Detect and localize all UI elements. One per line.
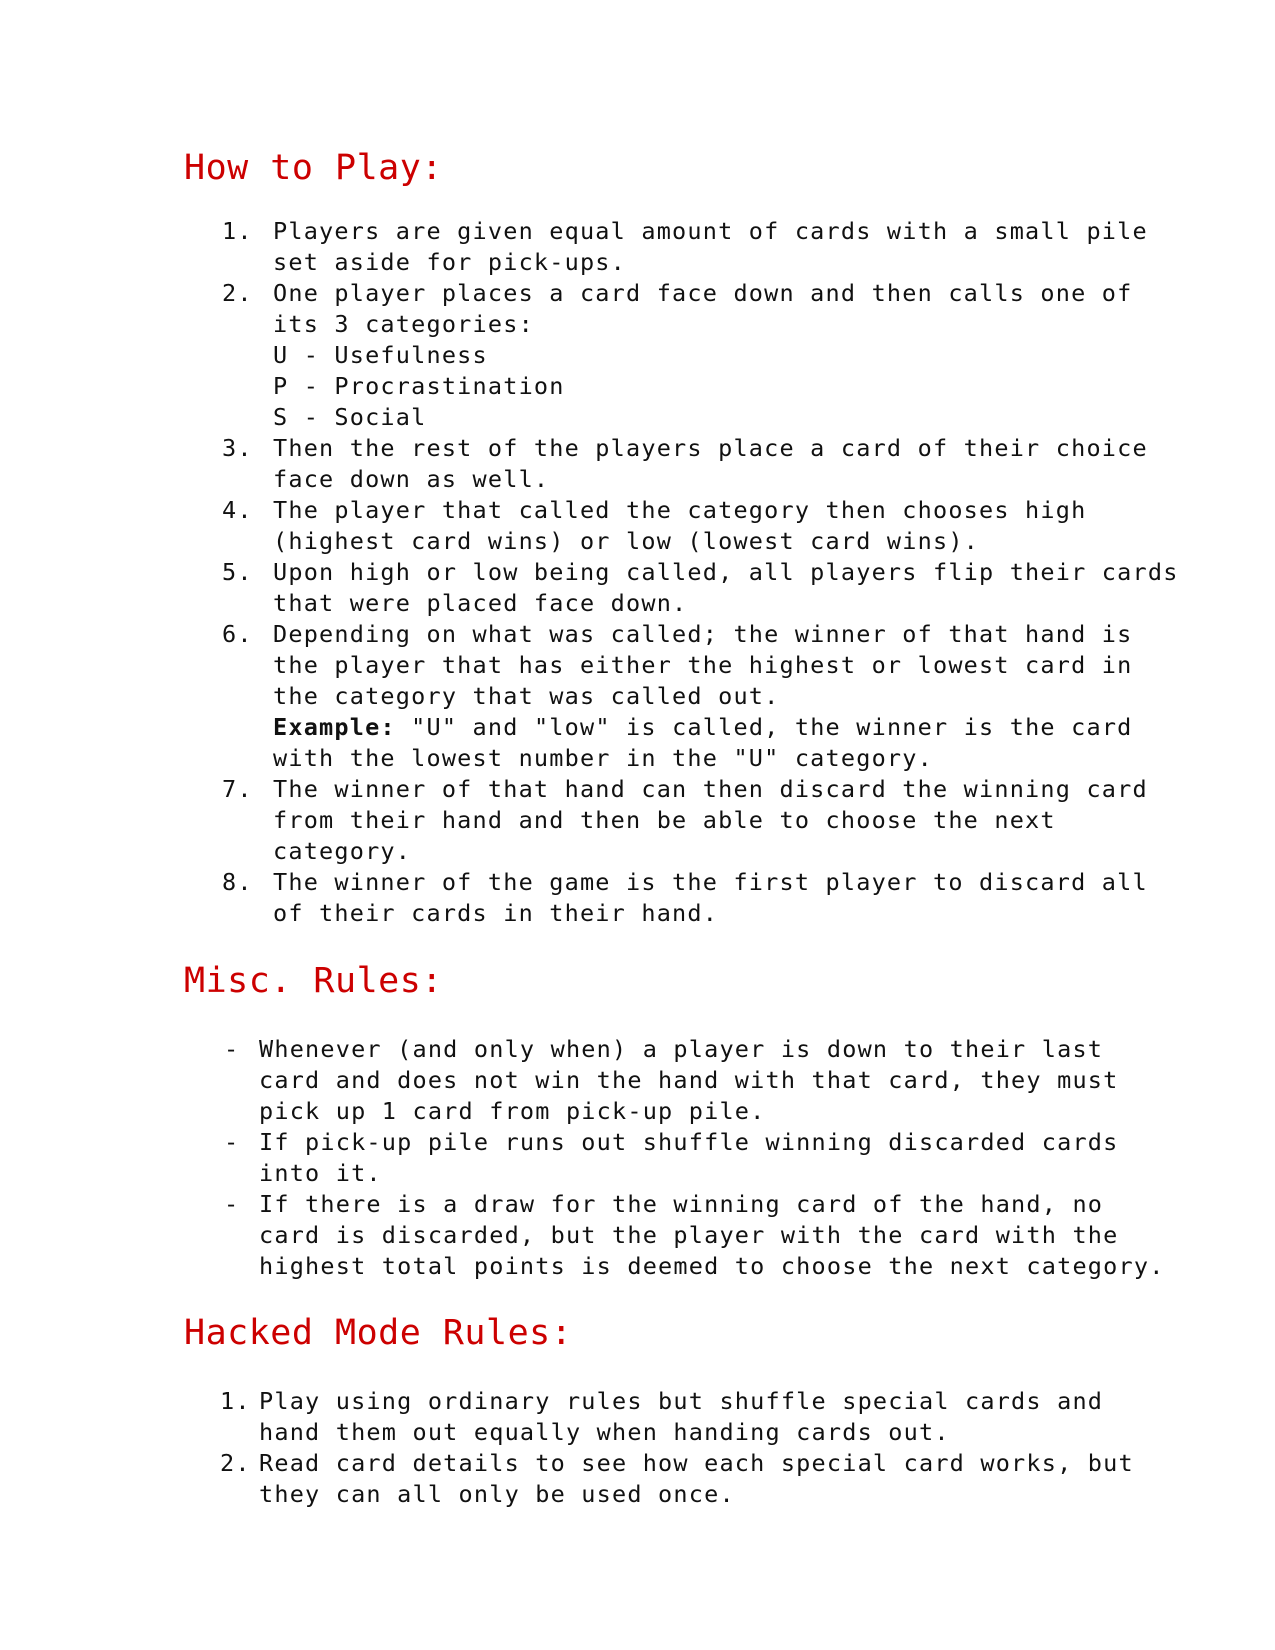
item-number: 5. bbox=[222, 558, 253, 586]
list-item bbox=[222, 557, 1179, 619]
item-text: card is discarded, but the player with the card with the bbox=[259, 1221, 1119, 1249]
item-text: (highest card wins) or low (lowest card wins). bbox=[273, 527, 980, 555]
item-text: If there is a draw for the winning card of the hand, no bbox=[259, 1190, 1104, 1218]
misc-rules-list bbox=[184, 1034, 1165, 1282]
example-text: with the lowest number in the "U" category. bbox=[273, 744, 933, 772]
item-text: Play using ordinary rules but shuffle special cards and bbox=[259, 1387, 1104, 1415]
item-text: its 3 categories: bbox=[273, 310, 534, 338]
item-text: highest total points is deemed to choose the next category. bbox=[259, 1252, 1165, 1280]
list-item bbox=[222, 278, 1133, 433]
how-to-play-heading: How to Play: bbox=[184, 148, 443, 188]
item-text: face down as well. bbox=[273, 465, 550, 493]
item-number: 2. bbox=[220, 1449, 251, 1477]
item-number: 6. bbox=[222, 620, 253, 648]
item-text: pick up 1 card from pick-up pile. bbox=[259, 1097, 766, 1125]
list-item bbox=[224, 1127, 1119, 1189]
item-text: they can all only be used once. bbox=[259, 1480, 735, 1508]
item-text: category. bbox=[273, 837, 412, 865]
item-text: hand them out equally when handing cards out. bbox=[259, 1418, 950, 1446]
item-number: 8. bbox=[222, 868, 253, 896]
item-number: 1. bbox=[222, 217, 253, 245]
bullet: - bbox=[224, 1035, 240, 1063]
item-number: 7. bbox=[222, 775, 253, 803]
item-text: set aside for pick-ups. bbox=[273, 248, 627, 276]
example-line bbox=[273, 712, 1133, 743]
hacked-mode-heading: Hacked Mode Rules: bbox=[184, 1313, 573, 1353]
list-item bbox=[222, 433, 1148, 495]
item-text: Depending on what was called; the winner of that hand is bbox=[273, 620, 1133, 648]
how-to-play-list bbox=[184, 216, 1179, 929]
item-text: the player that has either the highest or lowest card in bbox=[273, 651, 1133, 679]
list-item bbox=[222, 216, 1148, 278]
category-social: S - Social bbox=[273, 403, 427, 431]
item-number: 1. bbox=[220, 1387, 251, 1415]
item-text: of their cards in their hand. bbox=[273, 899, 719, 927]
item-text: The player that called the category then chooses high bbox=[273, 496, 1087, 524]
list-item bbox=[224, 1189, 1165, 1282]
item-number: 3. bbox=[222, 434, 253, 462]
item-number: 4. bbox=[222, 496, 253, 524]
misc-rules-heading: Misc. Rules: bbox=[184, 961, 443, 1001]
list-item bbox=[222, 495, 1104, 557]
list-item bbox=[222, 774, 1148, 867]
list-item bbox=[222, 867, 1148, 929]
list-item bbox=[222, 619, 1133, 774]
item-text: Upon high or low being called, all players flip their cards bbox=[273, 558, 1179, 586]
item-text: One player places a card face down and then calls one of bbox=[273, 279, 1133, 307]
category-usefulness: U - Usefulness bbox=[273, 341, 488, 369]
item-text: from their hand and then be able to choose the next bbox=[273, 806, 1056, 834]
item-text: the category that was called out. bbox=[273, 682, 780, 710]
list-item bbox=[224, 1034, 1119, 1127]
item-text: The winner of the game is the first player to discard all bbox=[273, 868, 1148, 896]
item-text: into it. bbox=[259, 1159, 382, 1187]
item-text: that were placed face down. bbox=[273, 589, 688, 617]
rules-document bbox=[184, 146, 1179, 1510]
item-number: 2. bbox=[222, 279, 253, 307]
bullet: - bbox=[224, 1190, 240, 1218]
category-procrastination: P - Procrastination bbox=[273, 372, 565, 400]
bullet: - bbox=[224, 1128, 240, 1156]
example-label: Example: bbox=[273, 713, 396, 741]
item-text: Then the rest of the players place a card of their choice bbox=[273, 434, 1148, 462]
item-text: Whenever (and only when) a player is down to their last bbox=[259, 1035, 1104, 1063]
item-text: Read card details to see how each special card works, but bbox=[259, 1449, 1134, 1477]
item-text: The winner of that hand can then discard the winning card bbox=[273, 775, 1148, 803]
item-text: Players are given equal amount of cards with a small pile bbox=[273, 217, 1148, 245]
hacked-mode-list bbox=[184, 1386, 1134, 1510]
item-text: card and does not win the hand with that card, they must bbox=[259, 1066, 1119, 1094]
list-item bbox=[220, 1448, 1134, 1510]
list-item bbox=[220, 1386, 1104, 1448]
example-text: "U" and "low" is called, the winner is the card bbox=[411, 713, 1133, 741]
item-text: If pick-up pile runs out shuffle winning discarded cards bbox=[259, 1128, 1119, 1156]
